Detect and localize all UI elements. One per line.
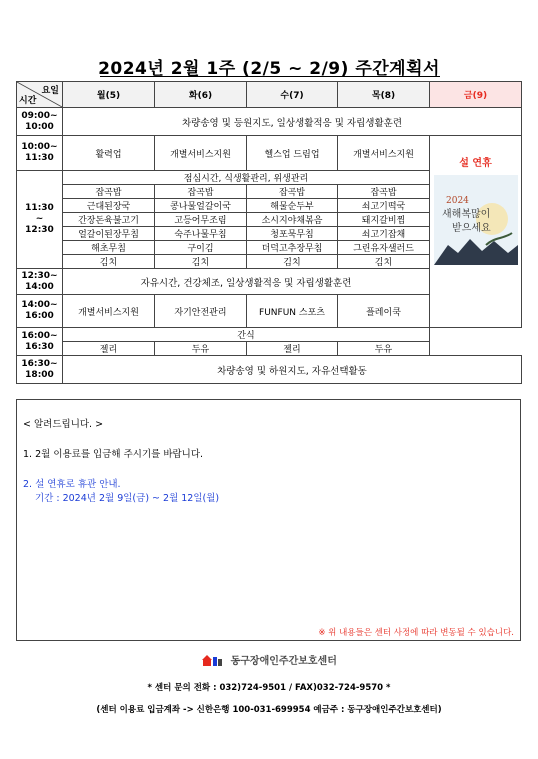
time-cell: 14:00~ 16:00 — [17, 295, 63, 328]
corner-time-label: 시간 — [19, 96, 37, 106]
snack-cell: 젤리 — [63, 342, 155, 356]
holiday-label: 설 연휴 — [459, 158, 492, 169]
menu-cell: 김치 — [63, 255, 155, 269]
activity-cell: 차량송영 및 하원지도, 자유선택활동 — [63, 356, 522, 384]
footer-bank-account: (센터 이용료 입금계좌 -> 신한은행 100-031-699954 예금주 : 동구장애인주간보호센터) — [96, 705, 442, 715]
day-header-thu: 목(8) — [338, 82, 430, 108]
menu-cell: 소시지야채볶음 — [247, 213, 338, 227]
notice-heading: < 알려드립니다. > — [23, 419, 104, 430]
page-title: 2024년 2월 1주 (2/5 ~ 2/9) 주간계획서 — [98, 59, 440, 79]
menu-cell: 간장돈육불고기 — [63, 213, 155, 227]
activity-cell: FUNFUN 스포츠 — [247, 295, 338, 328]
time-cell: 11:30 ~ 12:30 — [17, 171, 63, 269]
snack-cell: 두유 — [155, 342, 247, 356]
activity-cell: 헬스업 드림업 — [247, 136, 338, 171]
time-cell: 10:00~ 11:30 — [17, 136, 63, 171]
menu-cell: 해초무침 — [63, 241, 155, 255]
activity-cell: 개별서비스지원 — [155, 136, 247, 171]
menu-cell: 그린유자샐러드 — [338, 241, 430, 255]
menu-cell: 숙주나물무침 — [155, 227, 247, 241]
organization-name: 동구장애인주간보호센터 — [230, 656, 337, 667]
row-1630 — [17, 356, 522, 384]
footer-organization — [0, 652, 538, 670]
menu-cell: 콩나물얼갈이국 — [155, 199, 247, 213]
menu-cell: 김치 — [247, 255, 338, 269]
menu-cell: 김치 — [338, 255, 430, 269]
snack-header: 간식 — [63, 328, 430, 342]
menu-cell: 청포묵무침 — [247, 227, 338, 241]
day-header-mon: 월(5) — [63, 82, 155, 108]
notice-item-1: 1. 2월 이용료를 입금해 주시기를 바랍니다. — [23, 449, 204, 460]
activity-cell: 자기안전관리 — [155, 295, 247, 328]
lunch-header: 점심시간, 식생활관리, 위생관리 — [63, 171, 430, 185]
greeting-line1: 새해복많이 — [441, 209, 490, 220]
menu-cell: 잡곡밥 — [247, 185, 338, 199]
activity-cell: 차량송영 및 등원지도, 일상생활적응 및 자립생활훈련 — [63, 108, 522, 136]
time-cell: 09:00~ 10:00 — [17, 108, 63, 136]
notice-disclaimer: ※ 위 내용들은 센터 사정에 따라 변동될 수 있습니다. — [318, 628, 514, 638]
notice-item-2-detail: 기간 : 2024년 2월 9일(금) ~ 2월 12일(월) — [35, 493, 220, 504]
activity-cell: 개별서비스지원 — [63, 295, 155, 328]
time-cell: 16:30~ 18:00 — [17, 356, 63, 384]
time-cell: 12:30~ 14:00 — [17, 269, 63, 295]
friday-holiday-cell — [430, 136, 522, 328]
menu-cell: 해물순두부 — [247, 199, 338, 213]
activity-cell: 플레이쿡 — [338, 295, 430, 328]
snack-cell: 젤리 — [247, 342, 338, 356]
menu-cell: 잡곡밥 — [338, 185, 430, 199]
notice-item-2: 2. 설 연휴로 휴관 안내. — [23, 479, 121, 490]
header-row — [17, 82, 522, 108]
menu-cell: 얼갈이된장무침 — [63, 227, 155, 241]
title-underline — [100, 76, 440, 77]
new-year-greeting-image — [434, 175, 518, 265]
menu-cell: 쇠고기떡국 — [338, 199, 430, 213]
greeting-line2: 받으세요 — [451, 223, 491, 234]
corner-day-label: 요일 — [41, 86, 59, 96]
menu-cell: 더덕고추장무침 — [247, 241, 338, 255]
menu-cell: 근대된장국 — [63, 199, 155, 213]
day-header-wed: 수(7) — [247, 82, 338, 108]
menu-cell: 고등어무조림 — [155, 213, 247, 227]
menu-cell: 잡곡밥 — [155, 185, 247, 199]
day-header-tue: 화(6) — [155, 82, 247, 108]
time-cell: 16:00~ 16:30 — [17, 328, 63, 356]
menu-cell: 김치 — [155, 255, 247, 269]
menu-cell: 구이김 — [155, 241, 247, 255]
footer-contact: * 센터 문의 전화 : 032)724-9501 / FAX)032-724-9570 * — [147, 683, 391, 693]
menu-cell: 쇠고기잡채 — [338, 227, 430, 241]
activity-cell: 활력업 — [63, 136, 155, 171]
snack-header-row — [17, 328, 522, 342]
row-1000 — [17, 136, 522, 171]
day-header-fri: 금(9) — [430, 82, 522, 108]
corner-cell — [17, 82, 63, 108]
menu-cell: 잡곡밥 — [63, 185, 155, 199]
house-logo-icon — [201, 653, 223, 670]
row-0900 — [17, 108, 522, 136]
svg-text:2024: 2024 — [445, 196, 469, 206]
menu-cell: 돼지갈비찜 — [338, 213, 430, 227]
notice-box — [16, 399, 521, 641]
weekly-schedule-table — [16, 81, 522, 384]
activity-cell: 개별서비스지원 — [338, 136, 430, 171]
snack-cell: 두유 — [338, 342, 430, 356]
snack-row — [17, 342, 522, 356]
activity-cell: 자유시간, 건강체조, 일상생활적응 및 자립생활훈련 — [63, 269, 430, 295]
